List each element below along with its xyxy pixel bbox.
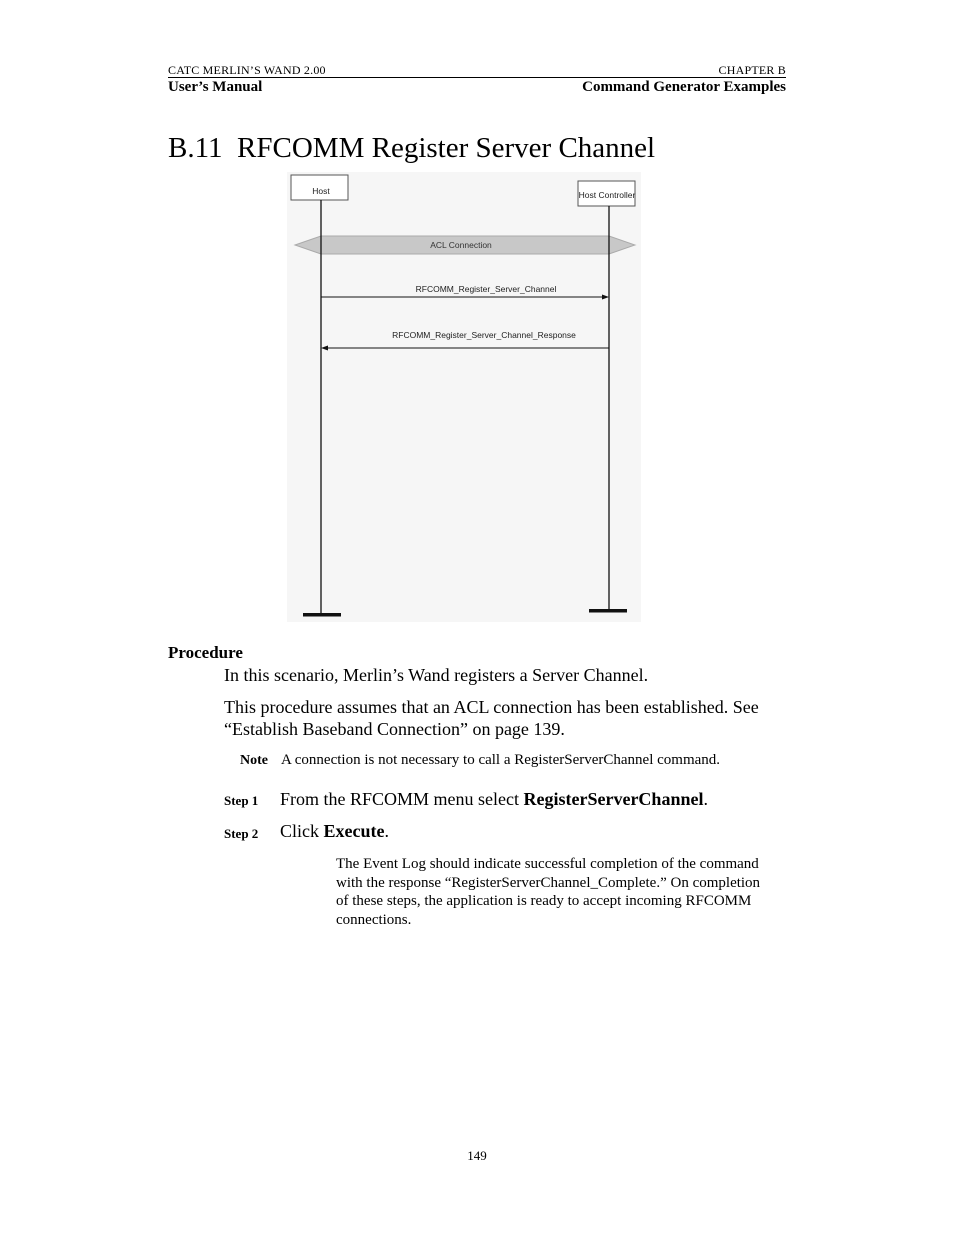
result-line: The Event Log should indicate successful completion of the command bbox=[336, 856, 759, 872]
step-1-command: RegisterServerChannel bbox=[523, 789, 704, 809]
note-label: Note bbox=[240, 753, 268, 768]
step-2-text-after: . bbox=[384, 821, 389, 841]
message-response-arrowhead bbox=[321, 346, 328, 351]
message-register-arrowhead bbox=[602, 295, 609, 300]
controller-label: Host Controller bbox=[578, 190, 636, 200]
step-2-label: Step 2 bbox=[224, 826, 259, 841]
controller-lifeline-end bbox=[589, 609, 627, 613]
result-line: with the response “RegisterServerChannel_Complete.” On completion bbox=[336, 874, 761, 891]
section-number: B.11 bbox=[168, 132, 223, 164]
procedure-assumption-line2: “Establish Baseband Connection” on page 139. bbox=[224, 719, 565, 739]
message-response-label: RFCOMM_Register_Server_Channel_Response bbox=[392, 330, 576, 340]
host-label: Host bbox=[312, 186, 330, 196]
step-1-text bbox=[280, 789, 708, 810]
procedure-intro: In this scenario, Merlin’s Wand registers a Server Channel. bbox=[224, 665, 649, 685]
procedure-heading: Procedure bbox=[168, 643, 243, 662]
result-line: of these steps, the application is ready to accept incoming RFCOMM bbox=[336, 893, 752, 909]
acl-connection-label: ACL Connection bbox=[430, 240, 492, 250]
header-manual: User’s Manual bbox=[168, 79, 263, 95]
section-title bbox=[168, 132, 655, 165]
page-number: 149 bbox=[467, 1148, 487, 1163]
step-1-label: Step 1 bbox=[224, 793, 259, 808]
step-1-text-after: . bbox=[703, 789, 708, 809]
message-register-label: RFCOMM_Register_Server_Channel bbox=[415, 284, 557, 294]
host-lifeline-end bbox=[303, 613, 341, 617]
result-line: connections. bbox=[336, 911, 412, 928]
procedure-assumption-line1: This procedure assumes that an ACL connection has been established. See bbox=[224, 697, 759, 717]
section-title-text: RFCOMM Register Server Channel bbox=[237, 132, 656, 164]
step-2-text-before: Click bbox=[280, 821, 324, 841]
step-2-text bbox=[280, 821, 389, 842]
sequence-diagram bbox=[287, 172, 641, 622]
header-section: Command Generator Examples bbox=[582, 79, 786, 95]
header-rule bbox=[168, 77, 786, 78]
step-2-command: Execute bbox=[323, 821, 385, 841]
step-2-result bbox=[336, 855, 786, 929]
note-text: A connection is not necessary to call a RegisterServerChannel command. bbox=[281, 752, 721, 768]
step-1-text-before: From the RFCOMM menu select bbox=[280, 789, 524, 809]
header-product: CATC MERLIN’S WAND 2.00 bbox=[168, 63, 326, 77]
header-chapter: CHAPTER B bbox=[718, 63, 786, 77]
